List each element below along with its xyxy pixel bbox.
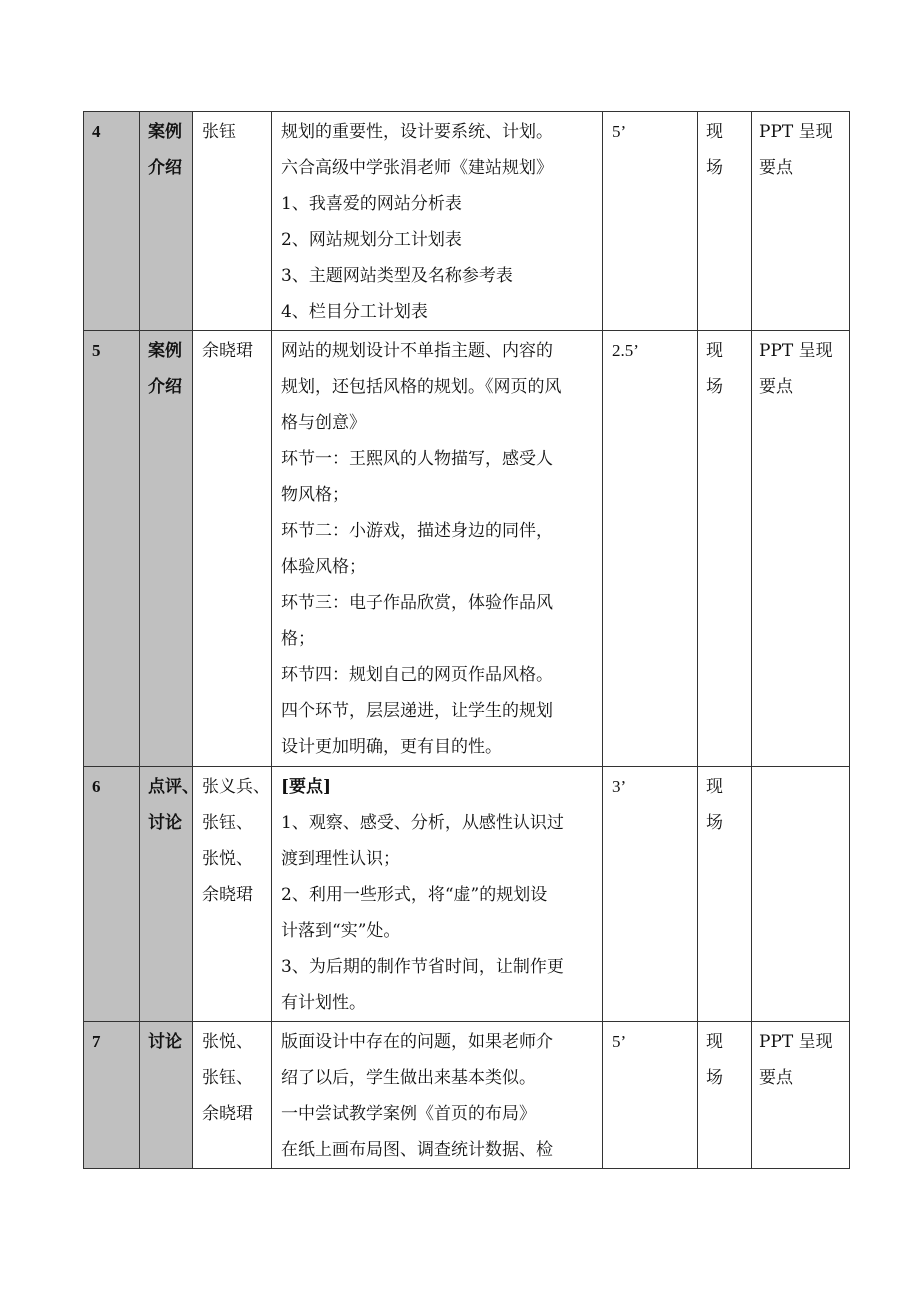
- content-line: 格；: [281, 629, 315, 649]
- content-line: 1、我喜爱的网站分析表: [281, 194, 462, 214]
- place-line: 现: [706, 1032, 723, 1052]
- row-place: [698, 1022, 752, 1169]
- schedule-table: [83, 111, 850, 1169]
- method-line: 要点: [759, 1068, 793, 1088]
- content-line: 版面设计中存在的问题，如果老师介: [281, 1032, 553, 1052]
- row-method: [752, 767, 850, 1022]
- method-line: PPT 呈现: [759, 1032, 833, 1052]
- table-row-7: [84, 1022, 850, 1169]
- content-line: 环节一：王熙风的人物描写，感受人: [281, 449, 553, 469]
- content-line: 规划，还包括风格的规划。《网页的风: [281, 377, 562, 397]
- row-place: [698, 331, 752, 767]
- content-line: 绍了以后，学生做出来基本类似。: [281, 1068, 536, 1088]
- content-line: 1、观察、感受、分析，从感性认识过: [281, 813, 564, 833]
- row-content: [272, 1022, 603, 1169]
- row-method: [752, 331, 850, 767]
- row-number: [84, 767, 140, 1022]
- content-line: 设计更加明确，更有目的性。: [281, 737, 502, 757]
- row-content: [272, 112, 603, 331]
- row-time: [603, 331, 698, 767]
- row-type: [140, 331, 193, 767]
- row-content: [272, 767, 603, 1022]
- person-line: 余晓珺: [202, 885, 253, 905]
- row-type: [140, 767, 199, 1022]
- content-line: 六合高级中学张涓老师《建站规划》: [281, 158, 553, 178]
- row-method: [752, 112, 850, 331]
- row-time: [603, 112, 698, 331]
- person-line: 张钰、: [202, 1068, 253, 1088]
- content-line: 格与创意》: [281, 413, 366, 433]
- person-line: 余晓珺: [202, 341, 253, 361]
- content-line: 2、利用一些形式，将“虚”的规划设: [281, 885, 548, 905]
- place-line: 现: [706, 122, 723, 142]
- row-method: [752, 1022, 850, 1169]
- place-line: 现: [706, 341, 723, 361]
- method-line: PPT 呈现: [759, 122, 833, 142]
- person-line: 张钰: [202, 122, 236, 142]
- row-number-text: 5: [92, 341, 101, 360]
- row-type: [140, 112, 193, 331]
- content-line: 4、栏目分工计划表: [281, 302, 428, 322]
- type-line: 点评、: [148, 777, 199, 797]
- place-line: 场: [706, 813, 723, 833]
- type-line: 案例: [148, 122, 182, 142]
- row-type: [140, 1022, 193, 1169]
- content-line: 渡到理性认识；: [281, 849, 400, 869]
- content-line: 计落到“实”处。: [281, 921, 401, 941]
- content-line: 网站的规划设计不单指主题、内容的: [281, 341, 553, 361]
- row-number: [84, 112, 140, 331]
- table-row-6: [84, 767, 850, 1022]
- content-line: 有计划性。: [281, 993, 366, 1013]
- method-line: 要点: [759, 377, 793, 397]
- content-line: 体验风格；: [281, 557, 366, 577]
- row-person: [193, 331, 272, 767]
- row-number: [84, 331, 140, 767]
- row-number-text: 7: [92, 1032, 101, 1051]
- table-row-4: [84, 112, 850, 331]
- type-line: 介绍: [148, 377, 182, 397]
- content-line: 2、网站规划分工计划表: [281, 230, 462, 250]
- time-text: 3’: [612, 777, 627, 796]
- row-number-text: 4: [92, 122, 101, 141]
- content-line: 在纸上画布局图、调查统计数据、检: [281, 1140, 553, 1160]
- row-time: [603, 1022, 698, 1169]
- time-text: 5’: [612, 1032, 627, 1051]
- place-line: 现: [706, 777, 723, 797]
- method-line: PPT 呈现: [759, 341, 833, 361]
- method-line: 要点: [759, 158, 793, 178]
- row-place: [698, 112, 752, 331]
- row-number-text: 6: [92, 777, 101, 796]
- row-person: [193, 1022, 272, 1169]
- place-line: 场: [706, 377, 723, 397]
- content-heading: [要点]: [281, 777, 332, 797]
- person-line: 张悦、: [202, 849, 253, 869]
- content-line: 3、为后期的制作节省时间，让制作更: [281, 957, 564, 977]
- person-line: 张义兵、: [202, 777, 270, 797]
- content-line: 物风格；: [281, 485, 349, 505]
- content-line: 一中尝试教学案例《首页的布局》: [281, 1104, 536, 1124]
- time-text: 2.5’: [612, 341, 639, 360]
- content-line: 环节四：规划自己的网页作品风格。: [281, 665, 553, 685]
- person-line: 张钰、: [202, 813, 253, 833]
- content-line: 规划的重要性，设计要系统、计划。: [281, 122, 553, 142]
- content-line: 3、主题网站类型及名称参考表: [281, 266, 513, 286]
- row-person: [193, 767, 272, 1022]
- table-row-5: [84, 331, 850, 767]
- row-time: [603, 767, 698, 1022]
- content-line: 环节二：小游戏，描述身边的同伴，: [281, 521, 553, 541]
- person-line: 张悦、: [202, 1032, 253, 1052]
- content-line: 四个环节，层层递进，让学生的规划: [281, 701, 553, 721]
- row-content: [272, 331, 603, 767]
- person-line: 余晓珺: [202, 1104, 253, 1124]
- content-line: 环节三：电子作品欣赏，体验作品风: [281, 593, 553, 613]
- place-line: 场: [706, 1068, 723, 1088]
- time-text: 5’: [612, 122, 627, 141]
- type-line: 介绍: [148, 158, 182, 178]
- type-line: 讨论: [148, 813, 182, 833]
- place-line: 场: [706, 158, 723, 178]
- row-place: [698, 767, 752, 1022]
- row-number: [84, 1022, 140, 1169]
- type-line: 案例: [148, 341, 182, 361]
- row-person: [193, 112, 272, 331]
- type-line: 讨论: [148, 1032, 182, 1052]
